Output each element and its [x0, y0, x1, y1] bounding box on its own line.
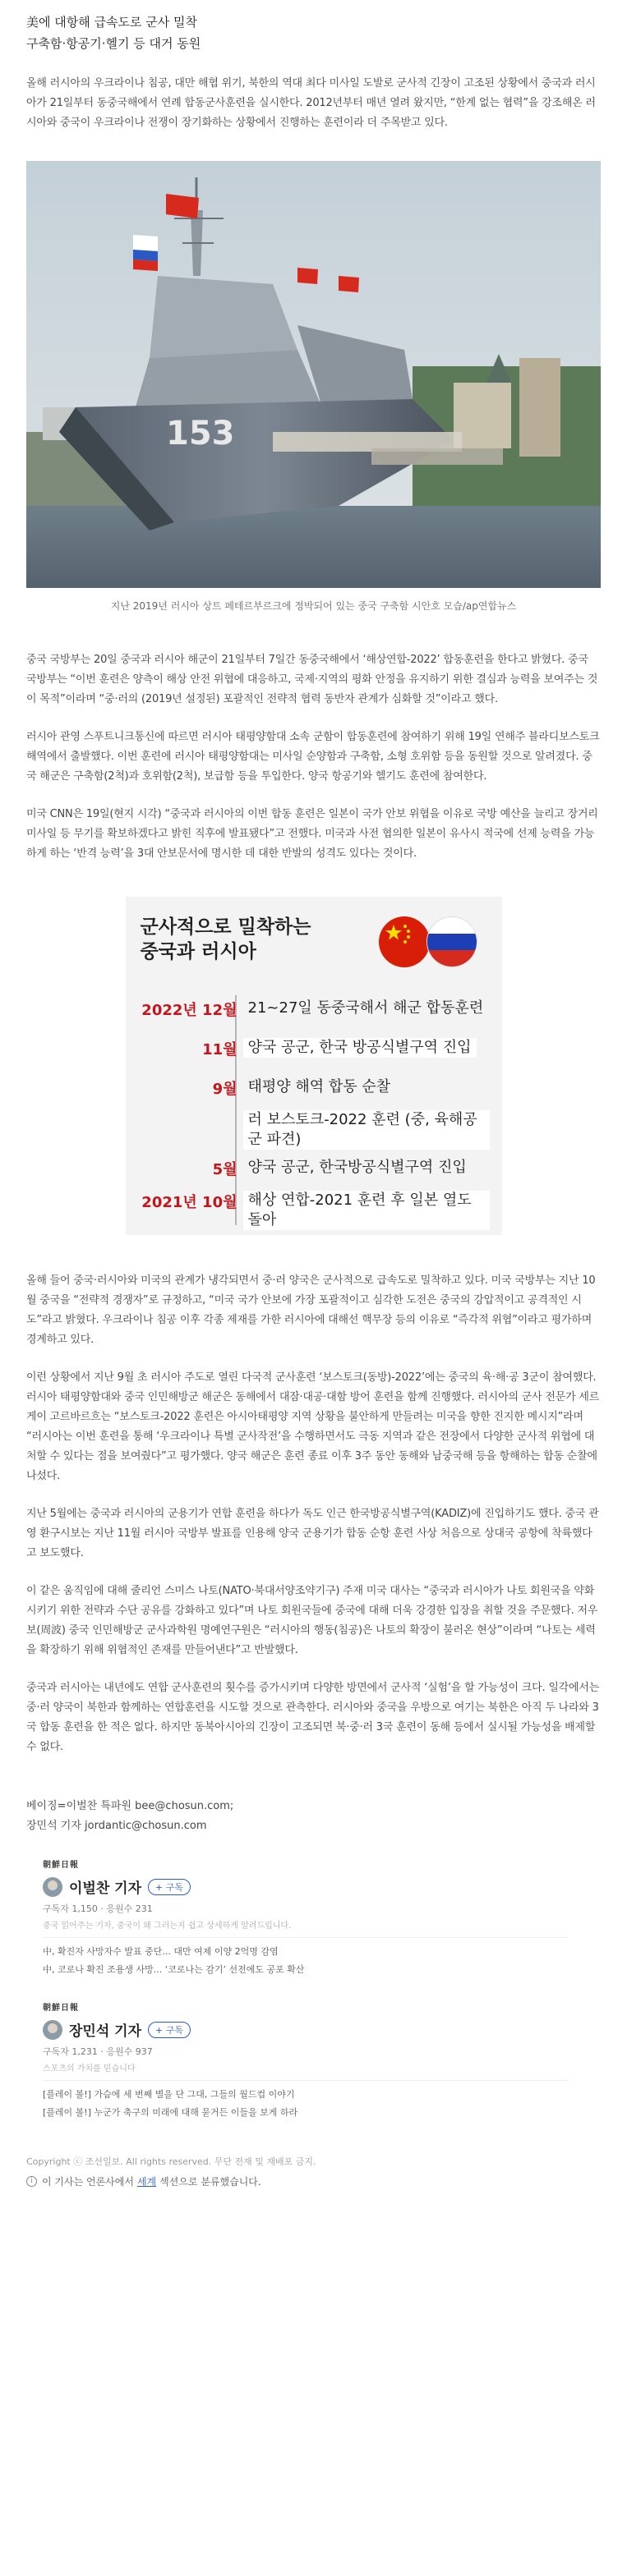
- reporter-article-link[interactable]: [플레이 볼!] 누군가 축구의 미래에 대해 묻거든 이들을 보게 하라: [43, 2107, 298, 2118]
- reporter-name[interactable]: 장민석 기자: [69, 2023, 142, 2040]
- section-link[interactable]: 세계: [136, 2176, 157, 2188]
- reporter-article-link[interactable]: 中, 확진자 사망자수 발표 중단... 대만 여제 이양 2억명 감염: [43, 1946, 279, 1957]
- body-paragraph: 지난 5월에는 중국과 러시아의 군용기가 연합 훈련을 하다가 독도 인근 한국방공식별구역(KADIZ)에 진입하기도 했다. 중국 관영 환구시보는 지난 11월 러시아 국방부 발표를 인용해 양국 군용기가 합동 순항 훈련 사상 처음으로 상대국 공항에 착륙했다고 보도했다.: [26, 1508, 599, 1559]
- reporter-name[interactable]: 이벌찬 기자: [69, 1880, 142, 1897]
- timeline-year: 2021년 10월: [141, 1194, 237, 1211]
- subtitle-line-1: 美에 대항해 급속도로 군사 밀착: [26, 15, 197, 30]
- info-icon: i: [26, 2176, 37, 2187]
- body-paragraph: 올해 들어 중국·러시아와 미국의 관계가 냉각되면서 중·러 양국은 군사적으로 급속도로 밀착하고 있다. 미국 국방부는 지난 10월 중국을 “전략적 경쟁자”로 규정하고, “미국 국가 안보에 가장 포괄적이고 심각한 도전은 중국의 강압적이고 공격적인 시도”라고 밝혔다. 우크라이나 침공 이후 각종 제재를 가한 러시아에 대해선 핵무장 등의 이유로 “즉각적 위협”이라고 평가하며 경계하고 있다.: [26, 1274, 596, 1346]
- warship-photo: [26, 161, 601, 588]
- china-flag-icon: [379, 916, 430, 967]
- body-paragraph: 러시아 관영 스푸트니크통신에 따르면 러시아 태평양함대 소속 군함이 합동훈련에 참여하기 위해 19일 연해주 블라디보스토크 해역에서 출발했다. 이번 훈련에 러시아 태평양함대는 미사일 순양함과 구축함, 소형 호위함 등을 동원할 것으로 알려졌다. 중국 해군은 구축함(2척)과 호위함(2척), 보급함 등을 투입한다. 양국 항공기와 헬기도 훈련에 참여한다.: [26, 731, 600, 783]
- byline-line-2: 장민석 기자 jordantic@chosun.com: [26, 1820, 207, 1832]
- avatar[interactable]: [43, 2020, 62, 2040]
- avatar[interactable]: [43, 1877, 62, 1897]
- timeline-year: 2022년 12월: [141, 1002, 237, 1019]
- intro-paragraph: 올해 러시아의 우크라이나 침공, 대만 해협 위기, 북한의 역대 최다 미사일 도발로 군사적 긴장이 고조된 상황에서 중국과 러시아가 21일부터 동중국해에서 연례 합동군사훈련을 실시한다. 2012년부터 매년 열려 왔지만, “한계 없는 협력”을 강조해온 러시아와 중국이 우크라이나 전쟁이 장기화하는 상황에서 진행하는 훈련이라 더 주목받고 있다.: [26, 77, 596, 129]
- copyright-text: Copyright ⓒ 조선일보. All rights reserved. 무단 전재 및 재배포 금지.: [26, 2156, 316, 2167]
- article-footer: [26, 2155, 601, 2198]
- reporter-article-list: [43, 2080, 569, 2122]
- timeline-year: 9월: [212, 1081, 237, 1098]
- article-subtitle: [26, 0, 601, 54]
- timeline-text: 러 보스토크-2022 훈련 (중, 육해공군 파견): [243, 1110, 490, 1150]
- timeline-year: 11월: [202, 1041, 237, 1058]
- timeline-year: 5월: [212, 1161, 237, 1178]
- infographic-title: [141, 915, 311, 964]
- subscribe-button[interactable]: + 구독: [148, 2022, 191, 2038]
- reporter-intro: 중국 읽어주는 기자, 중국이 왜 그러는지 쉽고 상세하게 알려드립니다.: [43, 1922, 292, 1931]
- russia-flag-icon: [426, 916, 477, 967]
- body-paragraph: 중국과 러시아는 내년에도 연합 군사훈련의 횟수를 증가시키며 다양한 방면에서 군사적 ‘실험’을 할 가능성이 크다. 일각에서는 중·러 양국이 북한과 함께하는 연합훈련을 시도할 것으로 관측한다. 러시아와 중국을 우방으로 여기는 북한은 아직 두 나라와 3국 합동 훈련을 한 적은 없다. 하지만 동북아시아의 긴장이 고조되면 북·중·러 3국 훈련이 동해 등에서 실시될 가능성을 배제할 수 없다.: [26, 1682, 600, 1753]
- article-photo-block: [26, 161, 601, 614]
- body-paragraph: 이 같은 움직임에 대해 줄리언 스미스 나토(NATO·북대서양조약기구) 주재 미국 대사는 “중국과 러시아가 나토 회원국을 약화시키기 위한 전략과 수단 공유를 강화하고 있다”며 나토 회원국들에 중국에 대해 더욱 강경한 입장을 취할 것을 주문했다. 저우보(周波) 중국 인민해방군 군사과학원 명예연구원은 “러시아의 행동(침공)은 나토의 확장이 불러온 현상”이라며 “나토는 세력을 확장하기 위해 위협적인 존재를 만들어낸다”고 반발했다.: [26, 1585, 598, 1656]
- infographic-title-line-2: 중국과 러시아: [140, 941, 256, 962]
- body-paragraph: 중국 국방부는 20일 중국과 러시아 해군이 21일부터 7일간 동중국해에서 ‘해상연합-2022’ 합동훈련을 한다고 밝혔다. 중국 국방부는 “이번 훈련은 양측이 해상 안전 위협에 대응하고, 국제·지역의 평화 안정을 유지하기 위한 결심과 능력을 보여주는 것이 목적”이라며 “중·러의 (2019년 설정된) 포괄적인 전략적 협력 동반자 관계가 심화할 것”이라고 했다.: [26, 654, 598, 705]
- section-prefix: 이 기사는 언론사에서: [42, 2176, 134, 2188]
- warship-illustration: [26, 161, 601, 588]
- reporter-intro: 스포츠의 가치를 믿습니다: [43, 2064, 136, 2073]
- section-info: [26, 2174, 601, 2188]
- timeline-text: 양국 공군, 한국방공식별구역 진입: [247, 1159, 467, 1176]
- publisher-logo: 朝鮮日報: [43, 2004, 79, 2013]
- reporter-card: [43, 2000, 569, 2122]
- reporter-stats: 구독자 1,150 · 응원수 231: [43, 1903, 153, 1914]
- publisher-logo: 朝鮮日報: [43, 1861, 79, 1870]
- reporter-article-list: [43, 1937, 569, 1979]
- timeline-text: 21~27일 동중국해서 해군 합동훈련: [247, 999, 484, 1017]
- section-suffix: 섹션으로 분류했습니다.: [159, 2176, 261, 2188]
- timeline-text: 해상 연합-2021 훈련 후 일본 열도 돌아: [243, 1191, 490, 1230]
- body-paragraph: 이런 상황에서 지난 9월 초 러시아 주도로 열린 다국적 군사훈련 ‘보스토크(동방)-2022’에는 중국의 육·해·공 3군이 참여했다. 러시아 태평양함대와 중국 인민해방군 해군은 동해에서 대잠·대공·대함 방어 훈련을 함께 진행했다. 러시아의 군사 전문가 세르게이 고르바르흐는 “보스토크-2022 훈련은 아시아태평양 지역 상황을 불안하게 만들려는 미국을 향한 진지한 메시지”라며 “러시아는 이번 훈련을 통해 ‘우크라이나 특별 군사작전’을 수행하면서도 극동 지역과 같은 전장에서 다양한 군사적 위협에 대처할 수 있다는 점을 보여줬다”고 평가했다. 양국 해군은 훈련 종료 이후 3주 동안 동해와 남중국해 등을 항해하는 합동 순찰에 나섰다.: [26, 1371, 600, 1482]
- byline-line-1: 베이징=이벌찬 특파원 bee@chosun.com;: [26, 1800, 234, 1812]
- subscribe-button[interactable]: + 구독: [148, 1879, 191, 1895]
- photo-caption: 지난 2019년 러시아 상트 페테르부르크에 정박되어 있는 중국 구축함 시안호 모습/ap연합뉴스: [110, 600, 517, 612]
- reporter-stats: 구독자 1,231 · 응원수 937: [43, 2046, 153, 2057]
- body-paragraph: 미국 CNN은 19일(현지 시각) “중국과 러시아의 이번 합동 훈련은 일본이 국가 안보 위협을 이유로 국방 예산을 늘리고 장거리 미사일 등 무기를 확보하겠다고 밝힌 직후에 발표됐다”고 전했다. 미국과 사전 협의한 일본이 유사시 적국에 선제 능력을 가능하게 하는 ‘반격 능력’을 3대 안보문서에 명시한 데 대한 반발의 성격도 있다는 것이다.: [26, 808, 598, 860]
- reporter-card: [43, 1857, 569, 1979]
- timeline-text: 태평양 해역 합동 순찰: [247, 1078, 391, 1095]
- reporter-article-link[interactable]: [플레이 볼!] 가슴에 세 번째 별을 단 그대, 그들의 월드컵 이야기: [43, 2089, 295, 2100]
- timeline-infographic: [126, 897, 502, 1235]
- byline: [26, 1797, 601, 1836]
- timeline-text: 양국 공군, 한국 방공식별구역 진입: [243, 1038, 477, 1058]
- infographic-title-line-1: 군사적으로 밀착하는: [140, 916, 311, 938]
- hull-number: 153: [166, 415, 235, 452]
- reporter-article-link[interactable]: 中, 코로나 확진 조용생 사망... ‘코로나는 감기’ 선전에도 공포 확산: [43, 1964, 305, 1975]
- subtitle-line-2: 구축함·항공기·헬기 등 대거 동원: [26, 36, 201, 51]
